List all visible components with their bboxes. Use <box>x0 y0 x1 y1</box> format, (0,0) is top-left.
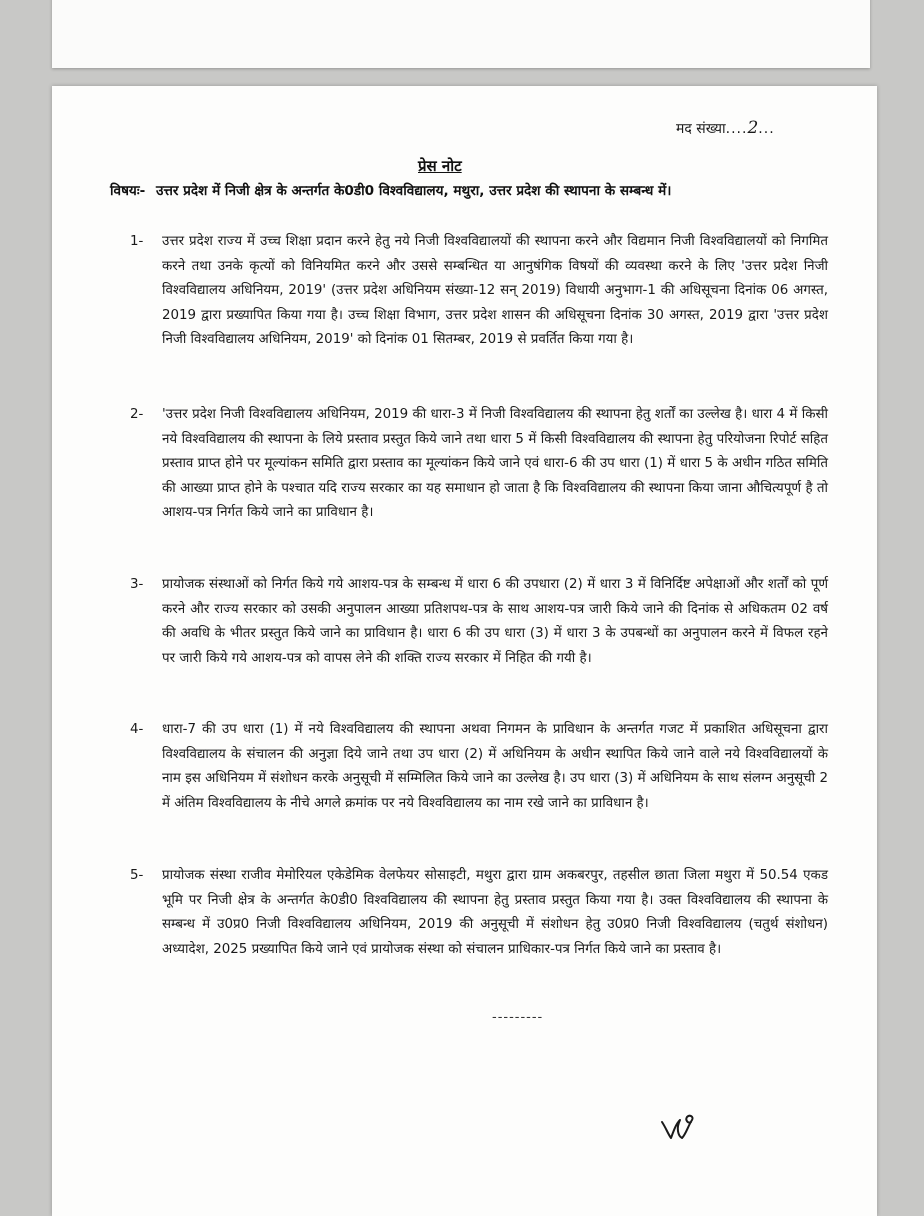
paragraph-number: 2- <box>130 407 144 422</box>
item-number <box>676 118 775 138</box>
paragraph-text: प्रायोजक संस्था राजीव मेमोरियल एकेडेमिक वेलफेयर सोसाइटी, मथुरा द्वारा ग्राम अकबरपुर, तहसील छाता जिला मथुरा में 50.54 एकड भूमि पर निजी क्षेत्र के अन्तर्गत के0डी0 विश्वविद्यालय की स्थापना हेतु प्रस्ताव प्रस्तुत किया गया है। उक्त विश्वविद्यालय की स्थापना के सम्बन्ध में उ0प्र0 निजी विश्वविद्यालय अधिनियम, 2019 की अनुसूची में संशोधन हेतु उ0प्र0 निजी विश्वविद्यालय (चतुर्थ संशोधन) अध्यादेश, 2025 प्रख्यापित किये जाने एवं प्रायोजक संस्था को संचालन प्राधिकार-पत्र निर्गत किये जाने का प्रस्ताव है। <box>162 868 828 957</box>
paragraph-number: 1- <box>130 234 144 249</box>
subject-line <box>110 180 790 203</box>
paragraph-5 <box>110 864 828 962</box>
subject-text: उत्तर प्रदेश में निजी क्षेत्र के अन्तर्गत के0डी0 विश्वविद्यालय, मथुरा, उत्तर प्रदेश की स्थापना के सम्बन्ध में। <box>156 183 672 199</box>
page-title: प्रेस नोट <box>418 157 462 175</box>
end-marker: --------- <box>492 1010 544 1025</box>
item-number-trailing: ... <box>758 121 775 137</box>
item-number-label: मद संख्या <box>676 121 726 137</box>
paragraph-text: प्रायोजक संस्थाओं को निर्गत किये गये आशय-पत्र के सम्बन्ध में धारा 6 की उपधारा (2) में धारा 3 में विनिर्दिष्ट अपेक्षाओं और शर्तों को पूर्ण करने और राज्य सरकार को उसकी अनुपालन आख्या प्रतिशपथ-पत्र के साथ आशय-पत्र जारी किये जाने की दिनांक से अधिकतम 02 वर्ष की अवधि के भीतर प्रस्तुत किये जाने का प्राविधान है। धारा 6 की उप धारा (3) में धारा 3 के उपबन्धों का अनुपालन करने में विफल रहने पर जारी किये गये आशय-पत्र को वापस लेने की शक्ति राज्य सरकार में निहित की गयी है। <box>162 577 828 666</box>
item-number-dots: .... <box>725 121 748 137</box>
paragraph-text: उत्तर प्रदेश राज्य में उच्च शिक्षा प्रदान करने हेतु नये निजी विश्वविद्यालयों की स्थापना करने और विद्यमान निजी विश्वविद्यालयों को निगमित करने तथा उनके कृत्यों को विनियमित करने और उससे सम्बन्धित या आनुषंगिक विषयों की व्यवस्था करने के लिए 'उत्तर प्रदेश निजी विश्वविद्यालय अधिनियम, 2019' (उत्तर प्रदेश अधिनियम संख्या-12 सन् 2019) विधायी अनुभाग-1 की अधिसूचना दिनांक 06 अगस्त, 2019 द्वारा प्रख्यापित किया गया है। उच्च शिक्षा विभाग, उत्तर प्रदेश शासन की अधिसूचना दिनांक 30 अगस्त, 2019 द्वारा 'उत्तर प्रदेश निजी विश्वविद्यालय अधिनियम, 2019' को दिनांक 01 सितम्बर, 2019 से प्रवर्तित किया गया है। <box>162 234 828 348</box>
paragraph-text: धारा-7 की उप धारा (1) में नये विश्वविद्यालय की स्थापना अथवा निगमन के प्राविधान के अन्तर्गत गजट में प्रकाशित अधिसूचना द्वारा विश्वविद्यालय के संचालन की अनुज्ञा दिये जाने तथा उप धारा (2) में अधिनियम के अधीन स्थापित किये जाने वाले नये विश्वविद्यालयों के नाम इस अधिनियम में संशोधन करके अनुसूची में सम्मिलित किये जाने का उल्लेख है। उप धारा (3) में अधिनियम के साथ संलग्न अनुसूची 2 में अंतिम विश्वविद्यालय के नीचे अगले क्रमांक पर नये विश्वविद्यालय का नाम रखे जाने का प्राविधान है। <box>162 722 828 811</box>
previous-page-edge <box>52 0 870 68</box>
item-number-value: 2 <box>747 118 759 138</box>
paragraph-2 <box>110 403 828 526</box>
subject-label: विषयः- <box>110 183 146 199</box>
paragraph-number: 4- <box>130 722 144 737</box>
paragraph-text: 'उत्तर प्रदेश निजी विश्वविद्यालय अधिनियम, 2019 की धारा-3 में निजी विश्वविद्यालय की स्थापना हेतु शर्तों का उल्लेख है। धारा 4 में किसी नये विश्वविद्यालय की स्थापना के लिये प्रस्ताव प्रस्तुत किये जाने तथा धारा 5 में किसी विश्वविद्यालय की स्थापना हेतु परियोजना रिपोर्ट सहित प्रस्ताव प्राप्त होने पर मूल्यांकन समिति द्वारा प्रस्ताव का मूल्यांकन किये जाने एवं धारा-6 की उप धारा (1) में धारा 5 के अधीन गठित समिति की आख्या प्राप्त होने के पश्चात यदि राज्य सरकार का यह समाधान हो जाता है कि विश्वविद्यालय की स्थापना किया जाना औचित्यपूर्ण है तो आशय-पत्र निर्गत किये जाने का प्राविधान है। <box>162 407 828 521</box>
paragraph-3 <box>110 573 828 671</box>
paragraph-4 <box>110 718 828 816</box>
signature-initials <box>658 1108 698 1144</box>
paragraph-1 <box>110 230 828 353</box>
paragraph-number: 3- <box>130 577 144 592</box>
paragraph-number: 5- <box>130 868 144 883</box>
